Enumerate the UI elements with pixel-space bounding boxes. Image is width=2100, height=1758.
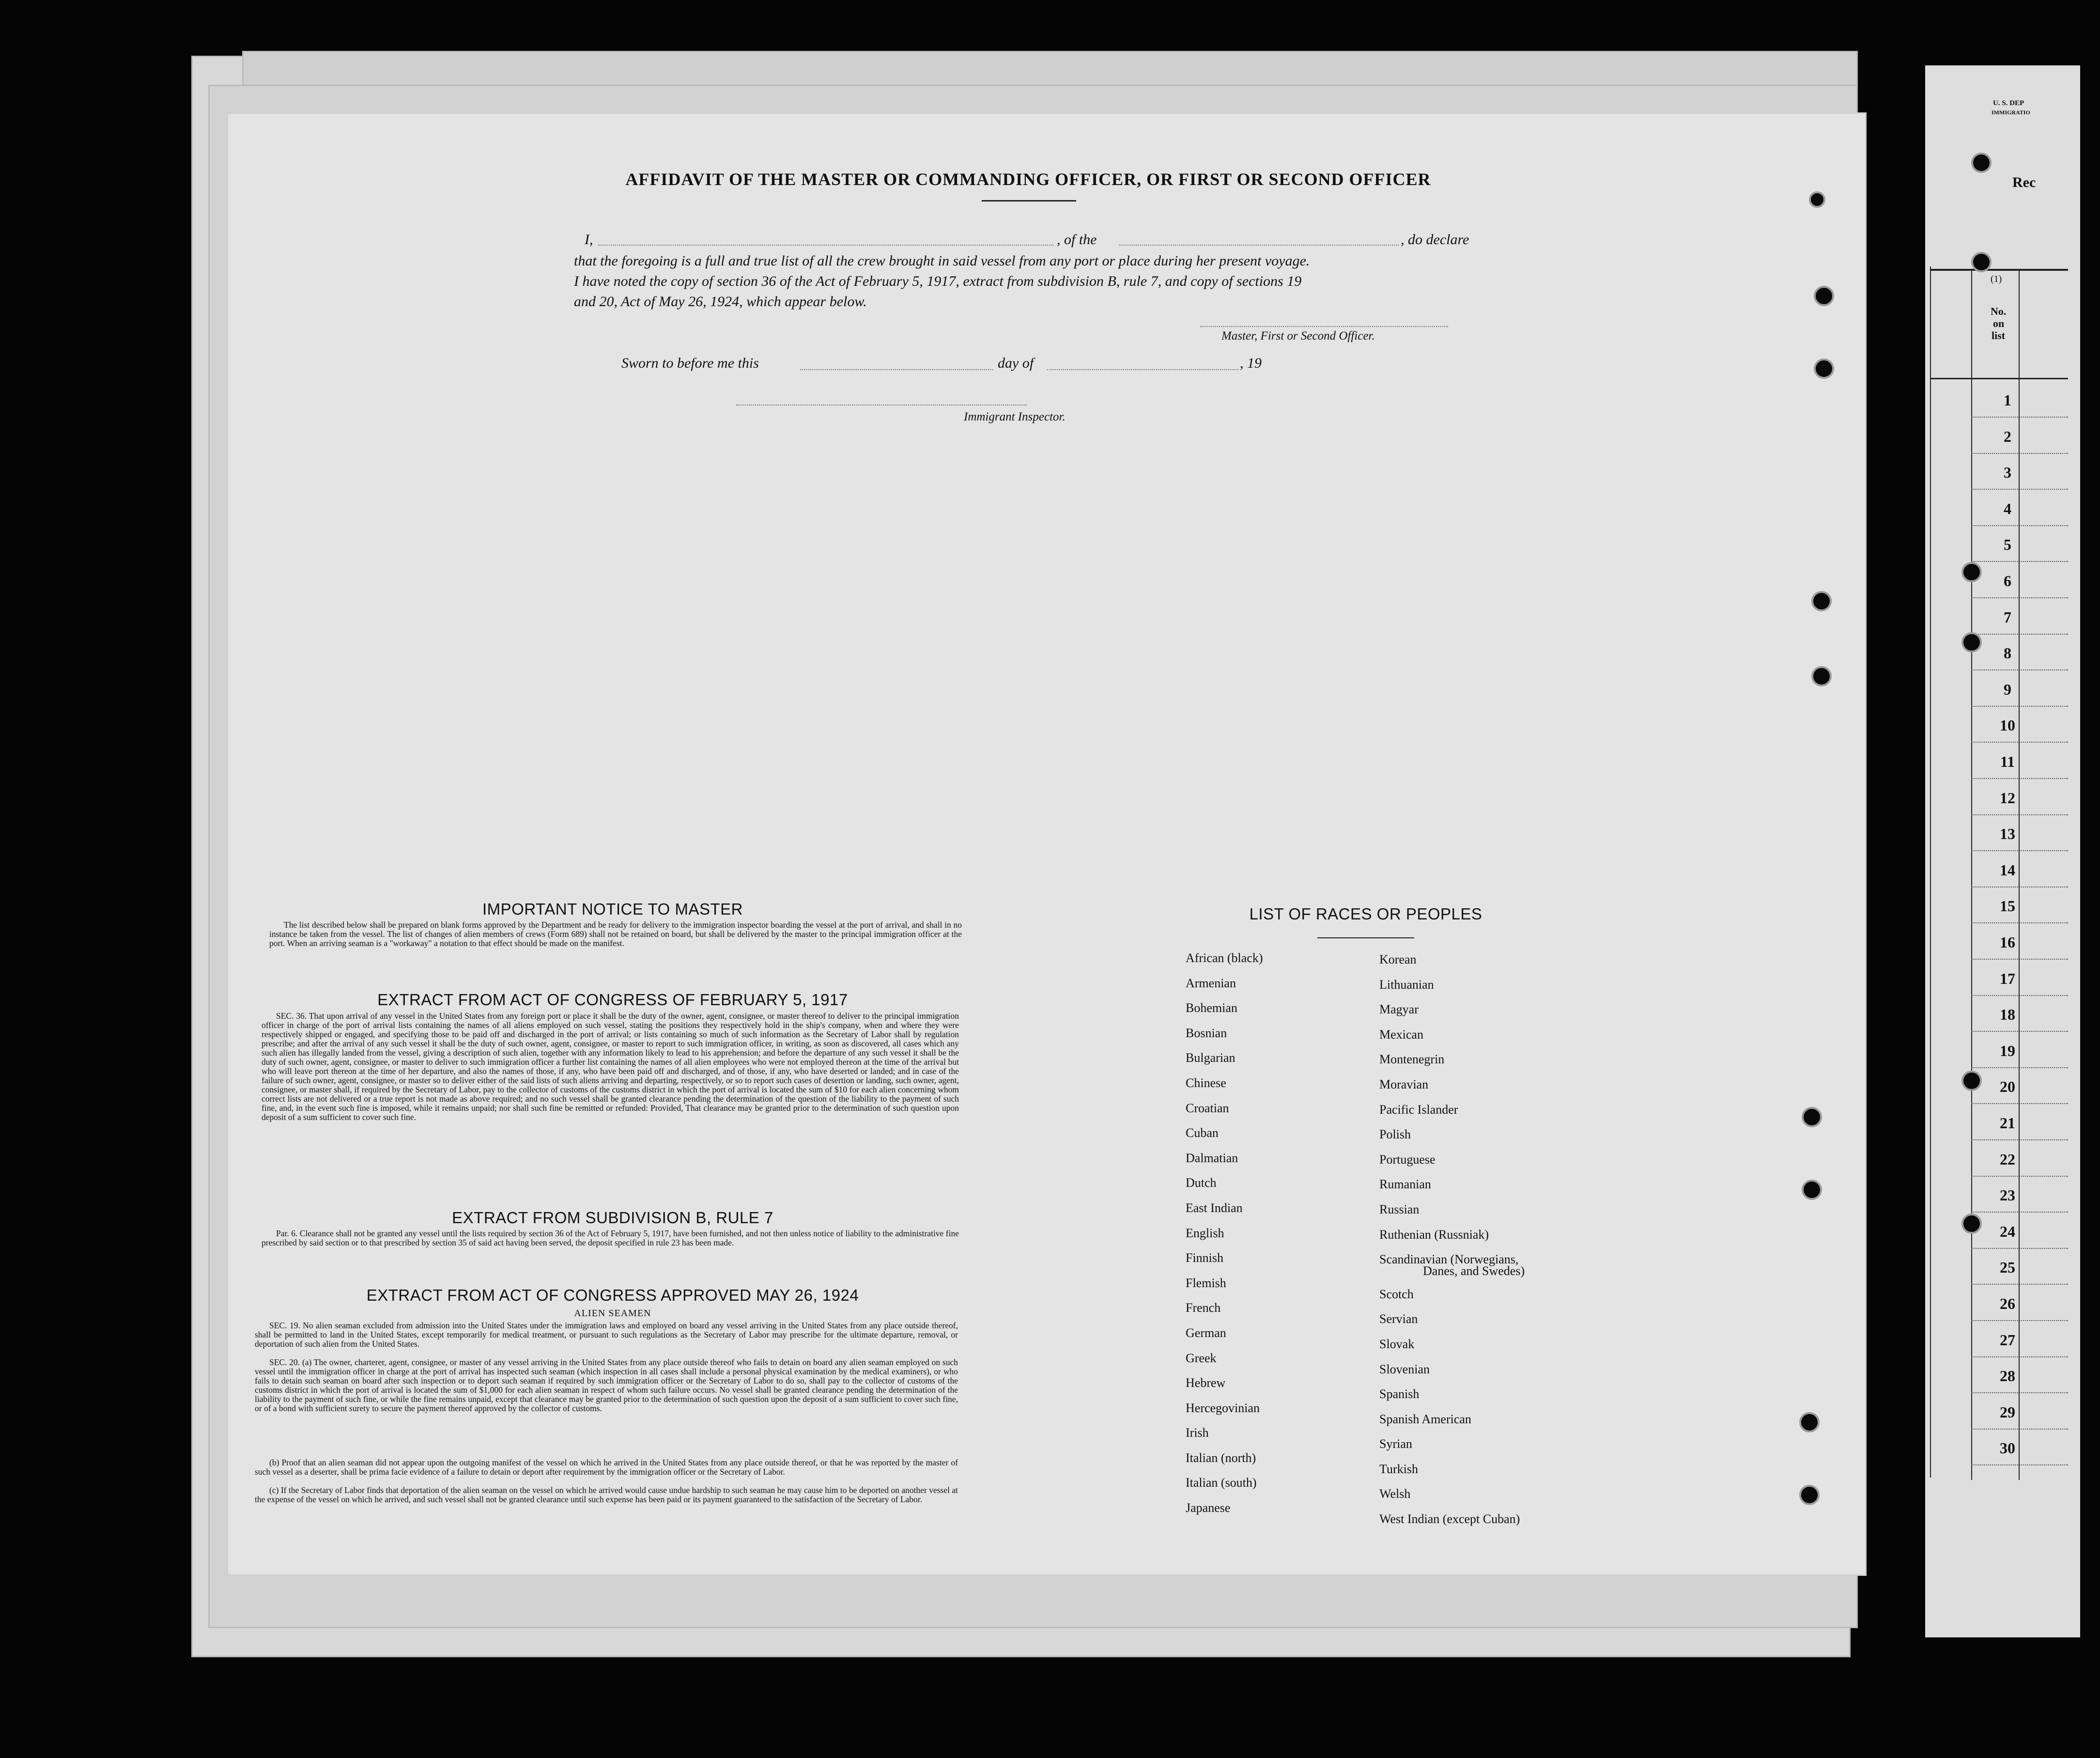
affidavit-line-3: I have noted the copy of section 36 of the Act of February 5, 1917, extract from subdivision B, rule 7, and copy of sections 19 bbox=[574, 273, 1302, 289]
binder-hole bbox=[1971, 153, 1992, 173]
extract-rule7-body: Par. 6. Clearance shall not be granted any vessel until the lists required by section 36 of the Act of February 5, 1917, have been furnished, and not then unless notice of liability to the administrative fine prescribed by said section or to that prescribed by section 35 of said act having been served, the deposit specified in rule 23 has been made. bbox=[262, 1229, 959, 1247]
extract-1924-sec20a: SEC. 20. (a) The owner, charterer, agent, consignee, or master of any vessel arriving in the United States from any place outside thereof who fails to detain on board any alien seaman employed on such vessel until the immigration officer in charge at the port of arrival has inspected such seaman (which inspection in all cases shall include a personal physical examination by the medical examiners), or who fails to detain such seaman on board after such inspection or to deport such seaman if required by such immigration officer or the Secretary of Labor to do so, shall pay to the collector of customs of the customs district in which the port of arrival is located the sum of $1,000 for each alien seaman in respect of whom such failure occurs. No vessel shall be granted clearance pending the determination of the liability to the payment of such fine, or while the fine remains unpaid, except that clearance may be granted prior to the determination of such question upon the deposit of a sum sufficient to cover such fine, or of a bond with sufficient surety to secure the payment thereof approved by the collector of customs. bbox=[255, 1357, 958, 1413]
race-entry: Flemish bbox=[1186, 1276, 1226, 1290]
row-gridline bbox=[1971, 1429, 2068, 1430]
race-entry: Korean bbox=[1379, 952, 1417, 966]
record-label: Rec bbox=[2012, 174, 2036, 190]
row-gridline bbox=[1971, 1139, 2068, 1140]
row-number: 24 bbox=[2000, 1222, 2015, 1240]
race-entry: Spanish American bbox=[1379, 1412, 1471, 1426]
race-entry: Russian bbox=[1379, 1202, 1420, 1216]
row-number: 19 bbox=[2000, 1042, 2015, 1059]
row-gridline bbox=[1971, 814, 2068, 815]
race-entry: Pacific Islander bbox=[1379, 1102, 1458, 1117]
sworn-day-line bbox=[800, 369, 993, 370]
binder-hole bbox=[1814, 286, 1834, 306]
row-number: 6 bbox=[2004, 572, 2011, 590]
race-entry: Dutch bbox=[1186, 1176, 1217, 1190]
title-underline bbox=[982, 200, 1076, 202]
race-entry: East Indian bbox=[1186, 1200, 1243, 1215]
row-number: 20 bbox=[2000, 1078, 2015, 1096]
row-gridline bbox=[1971, 1212, 2068, 1213]
row-number: 9 bbox=[2004, 680, 2011, 698]
races-right-column bbox=[1379, 947, 1525, 1532]
grid-column-rule bbox=[1971, 269, 1972, 1480]
row-gridline bbox=[1971, 489, 2068, 490]
vessel-name-line bbox=[1119, 245, 1399, 246]
affidavit-title: AFFIDAVIT OF THE MASTER OR COMMANDING OFFICER, OR FIRST OR SECOND OFFICER bbox=[625, 170, 1431, 189]
row-number: 18 bbox=[2000, 1006, 2015, 1024]
race-entry: Italian (south) bbox=[1186, 1476, 1257, 1490]
notice-title: IMPORTANT NOTICE TO MASTER bbox=[482, 900, 743, 918]
extract-1924-sec20b: (b) Proof that an alien seaman did not appear upon the outgoing manifest of the vessel on which he arrived in the United States from any place outside thereof, or that he was reported by the master of such vessel as a deserter, shall be prima facie evidence of a failure to detain or deport after requirement by the immigration officer or the Secretary of Labor. bbox=[255, 1458, 958, 1477]
binder-hole bbox=[1802, 1180, 1822, 1200]
row-gridline bbox=[1971, 597, 2068, 598]
row-number: 5 bbox=[2004, 536, 2011, 554]
row-gridline bbox=[1971, 453, 2068, 454]
race-entry: Hebrew bbox=[1186, 1376, 1226, 1390]
row-gridline bbox=[1971, 1248, 2068, 1249]
race-entry: Croatian bbox=[1186, 1101, 1229, 1115]
race-entry: Slovak bbox=[1379, 1337, 1415, 1351]
race-entry: Greek bbox=[1186, 1351, 1217, 1365]
row-number: 2 bbox=[2004, 427, 2011, 445]
row-number: 8 bbox=[2004, 644, 2011, 662]
race-entry: Bulgarian bbox=[1186, 1051, 1235, 1065]
row-gridline bbox=[1971, 1392, 2068, 1393]
row-gridline bbox=[1971, 922, 2068, 923]
row-number: 21 bbox=[2000, 1114, 2015, 1132]
sworn-label: Sworn to before me this bbox=[621, 355, 759, 371]
binder-hole bbox=[1809, 191, 1825, 208]
race-entry: Bohemian bbox=[1186, 1001, 1237, 1015]
race-entry: Rumanian bbox=[1379, 1177, 1431, 1192]
race-entry: West Indian (except Cuban) bbox=[1379, 1512, 1520, 1526]
row-number: 17 bbox=[2000, 969, 2015, 987]
row-gridline bbox=[1971, 525, 2068, 526]
race-entry: Danes, and Swedes) bbox=[1423, 1263, 1525, 1278]
row-gridline bbox=[1971, 1284, 2068, 1285]
row-gridline bbox=[1971, 742, 2068, 743]
row-number: 23 bbox=[2000, 1186, 2015, 1204]
sworn-month-line bbox=[1047, 369, 1238, 370]
extract-1924-sec19: SEC. 19. No alien seaman excluded from admission into the United States under the immigration laws and employed on board any vessel arriving in the United States from any place outside thereof, shall be permitted to land in the United States, except temporarily for medical treatment, or pursuant to such regulations as the Secretary of Labor may prescribe for the ultimate departure, removal, or deportation of such alien from the United States. bbox=[255, 1321, 958, 1349]
race-entry: Polish bbox=[1379, 1127, 1411, 1142]
department-header: U. S. DEP bbox=[1993, 99, 2024, 107]
row-number: 22 bbox=[2000, 1150, 2015, 1168]
row-gridline bbox=[1971, 634, 2068, 635]
race-entry: Montenegrin bbox=[1379, 1052, 1445, 1067]
column-label: on bbox=[1993, 317, 2005, 329]
race-entry: Ruthenian (Russniak) bbox=[1379, 1227, 1489, 1242]
race-entry: Magyar bbox=[1379, 1002, 1419, 1017]
row-number: 28 bbox=[2000, 1367, 2015, 1385]
row-number: 26 bbox=[2000, 1295, 2015, 1312]
race-entry: German bbox=[1186, 1325, 1226, 1340]
binder-hole bbox=[1811, 591, 1832, 611]
row-gridline bbox=[1971, 1067, 2068, 1068]
race-entry: Dalmatian bbox=[1186, 1151, 1238, 1165]
row-gridline bbox=[1971, 995, 2068, 996]
officer-signature-line bbox=[1200, 326, 1448, 327]
race-entry: Japanese bbox=[1186, 1501, 1231, 1515]
race-entry: Italian (north) bbox=[1186, 1450, 1256, 1465]
races-title: LIST OF RACES OR PEOPLES bbox=[1249, 905, 1482, 923]
inspector-signature-label: Immigrant Inspector. bbox=[964, 410, 1065, 423]
extract-1924-sec20c: (c) If the Secretary of Labor finds that deportation of the alien seaman on the vessel on which he arrived would cause undue hardship to such seaman he may cause him to be deported on another vessel at the expense of the vessel on which he arrived, and such vessel shall not be granted clearance until such expense has been paid or its payment guaranteed to the satisfaction of the Secretary of Labor. bbox=[255, 1485, 958, 1504]
binder-hole bbox=[1961, 1213, 1982, 1234]
row-gridline bbox=[1971, 1103, 2068, 1104]
affiant-label: I, bbox=[585, 232, 593, 248]
row-number: 4 bbox=[2004, 499, 2011, 517]
race-entry: Servian bbox=[1379, 1312, 1418, 1326]
race-entry: Scandinavian (Norwegians, bbox=[1379, 1252, 1519, 1267]
binder-hole bbox=[1802, 1107, 1822, 1127]
vessel-label: , of the bbox=[1057, 232, 1097, 248]
year-label: , 19 bbox=[1240, 355, 1262, 371]
row-gridline bbox=[1971, 1176, 2068, 1177]
row-number: 15 bbox=[2000, 897, 2015, 915]
column-label: list bbox=[1992, 329, 2006, 342]
declare-label: , do declare bbox=[1401, 232, 1469, 248]
row-number: 3 bbox=[2004, 464, 2011, 482]
race-entry: Spanish bbox=[1379, 1387, 1420, 1401]
notice-body: The list described below shall be prepared on blank forms approved by the Department and be ready for delivery to the immigration inspector boarding the vessel at the port of arrival, and shall in no instance be taken from the vessel. The list of changes of alien members of crews (Form 689) shall not be retained on board, but shall be delivered by the master to the principal immigration officer at the port. When an arriving seaman is a "workaway" a notation to that effect should be made on the manifest. bbox=[269, 920, 962, 948]
race-entry: Armenian bbox=[1186, 976, 1236, 990]
race-entry: Moravian bbox=[1379, 1077, 1429, 1091]
race-entry: French bbox=[1186, 1301, 1221, 1315]
race-entry: Welsh bbox=[1379, 1487, 1411, 1501]
binder-hole bbox=[1961, 562, 1982, 582]
race-entry: Hercegovinian bbox=[1186, 1400, 1260, 1415]
row-number: 16 bbox=[2000, 933, 2015, 951]
binder-hole bbox=[1971, 252, 1992, 272]
row-number: 14 bbox=[2000, 861, 2015, 879]
row-number: 30 bbox=[2000, 1439, 2015, 1457]
race-entry: African (black) bbox=[1186, 951, 1263, 965]
extract-rule7-title: EXTRACT FROM SUBDIVISION B, RULE 7 bbox=[452, 1209, 773, 1227]
race-entry: Cuban bbox=[1186, 1126, 1219, 1140]
race-entry: Portuguese bbox=[1379, 1152, 1436, 1167]
row-number: 29 bbox=[2000, 1403, 2015, 1421]
race-entry: Chinese bbox=[1186, 1075, 1226, 1090]
extract-1924-title: EXTRACT FROM ACT OF CONGRESS APPROVED MAY 26, 1924 bbox=[366, 1286, 859, 1304]
column-number-label: (1) bbox=[1991, 274, 2002, 284]
row-gridline bbox=[1971, 1320, 2068, 1321]
binder-hole bbox=[1961, 632, 1982, 653]
row-gridline bbox=[1971, 561, 2068, 562]
race-entry: Mexican bbox=[1379, 1027, 1423, 1042]
row-gridline bbox=[1971, 1464, 2068, 1465]
affidavit-sheet bbox=[227, 112, 1867, 1576]
row-number: 25 bbox=[2000, 1259, 2015, 1276]
row-gridline bbox=[1971, 1356, 2068, 1357]
binder-hole bbox=[1961, 1071, 1982, 1091]
binder-hole bbox=[1799, 1485, 1820, 1505]
race-entry: Turkish bbox=[1379, 1462, 1418, 1476]
affidavit-line-4: and 20, Act of May 26, 1924, which appear below. bbox=[574, 294, 867, 310]
alien-seamen-subtitle: ALIEN SEAMEN bbox=[574, 1308, 651, 1319]
binder-hole bbox=[1799, 1412, 1820, 1432]
row-gridline bbox=[1971, 1031, 2068, 1032]
extract-1917-title: EXTRACT FROM ACT OF CONGRESS OF FEBRUARY 5, 1917 bbox=[377, 991, 848, 1009]
races-left-column bbox=[1186, 946, 1263, 1521]
row-gridline bbox=[1971, 778, 2068, 779]
row-gridline bbox=[1971, 417, 2068, 418]
column-label: No. bbox=[1991, 305, 2007, 317]
department-header-2: IMMIGRATIO bbox=[1992, 109, 2030, 116]
row-number: 13 bbox=[2000, 825, 2015, 843]
binder-hole bbox=[1811, 666, 1832, 686]
races-underline bbox=[1317, 937, 1414, 938]
race-entry: Finnish bbox=[1186, 1251, 1224, 1265]
row-number: 10 bbox=[2000, 716, 2015, 734]
officer-signature-label: Master, First or Second Officer. bbox=[1221, 329, 1375, 342]
race-entry: Bosnian bbox=[1186, 1026, 1227, 1040]
inspector-signature-line bbox=[736, 404, 1027, 405]
row-number: 7 bbox=[2004, 608, 2011, 626]
race-entry: Slovenian bbox=[1379, 1362, 1430, 1376]
race-entry: Irish bbox=[1186, 1426, 1209, 1440]
row-number: 12 bbox=[2000, 789, 2015, 807]
row-gridline bbox=[1971, 669, 2068, 670]
day-of-label: day of bbox=[998, 355, 1034, 371]
row-gridline bbox=[1971, 959, 2068, 960]
race-entry: Scotch bbox=[1379, 1287, 1414, 1301]
race-entry: Lithuanian bbox=[1379, 977, 1434, 992]
row-gridline bbox=[1971, 850, 2068, 851]
row-number: 27 bbox=[2000, 1331, 2015, 1349]
grid-header-rule bbox=[1930, 378, 2068, 379]
row-gridline bbox=[1971, 706, 2068, 707]
extract-1917-body: SEC. 36. That upon arrival of any vessel in the United States from any foreign port or place it shall be the duty of the owner, agent, consignee, or master thereof to deliver to the principal immigration officer in charge of the port of arrival lists containing the names of all aliens employed on such vessel, stating the positions they respectively hold in the ship's company, when and where they were respectively shipped or engaged, and specifying those to be paid off and discharged in the port of arrival; or lists containing so much of such information as the Secretary of Labor shall by regulation prescribe; and after the arrival of any such vessel it shall be the duty of such owner, agent, consignee, or master to report to such immigration officer, in writing, as soon as discovered, all cases which any such alien has illegally landed from the vessel, giving a description of such alien, together with any information likely to lead to his apprehension; and before the departure of any such vessel it shall be the duty of such owner, agent, consignee, or master to deliver to such immigration officer a further list containing the names of all alien employees who were not employed thereon at the time of the arrival but who will leave port thereon at the time of her departure, and also the names of those, if any, who have been paid off and discharged, and of those, if any, who have deserted or landed; and in case of the failure of such owner, agent, consignee, or master so to deliver either of the said lists of such aliens arriving and departing, respectively, or so to report such cases of desertion or landing, such owner, agent, consignee, or master shall, if required by the Secretary of Labor, pay to the collector of customs of the customs district in which the port of arrival is located the sum of $10 for each alien concerning whom correct lists are not delivered or a true report is not made as above required; and no such vessel shall be granted clearance pending the determination of the question of the liability to the payment of such fine, and, in the event such fine is imposed, while it remains unpaid; nor shall such fine be remitted or refunded: Provided, That clearance may be granted prior to the determination of such question upon deposit of a sum sufficient to cover such fine. bbox=[262, 1011, 959, 1122]
race-entry: English bbox=[1186, 1226, 1224, 1240]
race-entry: Syrian bbox=[1379, 1437, 1412, 1451]
affiant-name-line bbox=[598, 245, 1053, 246]
affidavit-line-2: that the foregoing is a full and true list of all the crew brought in said vessel from any port or place during her present voyage. bbox=[574, 253, 1310, 269]
row-number: 1 bbox=[2004, 391, 2011, 409]
grid-top-rule bbox=[1930, 269, 2068, 271]
row-number: 11 bbox=[2000, 753, 2015, 770]
binder-hole bbox=[1814, 358, 1834, 379]
